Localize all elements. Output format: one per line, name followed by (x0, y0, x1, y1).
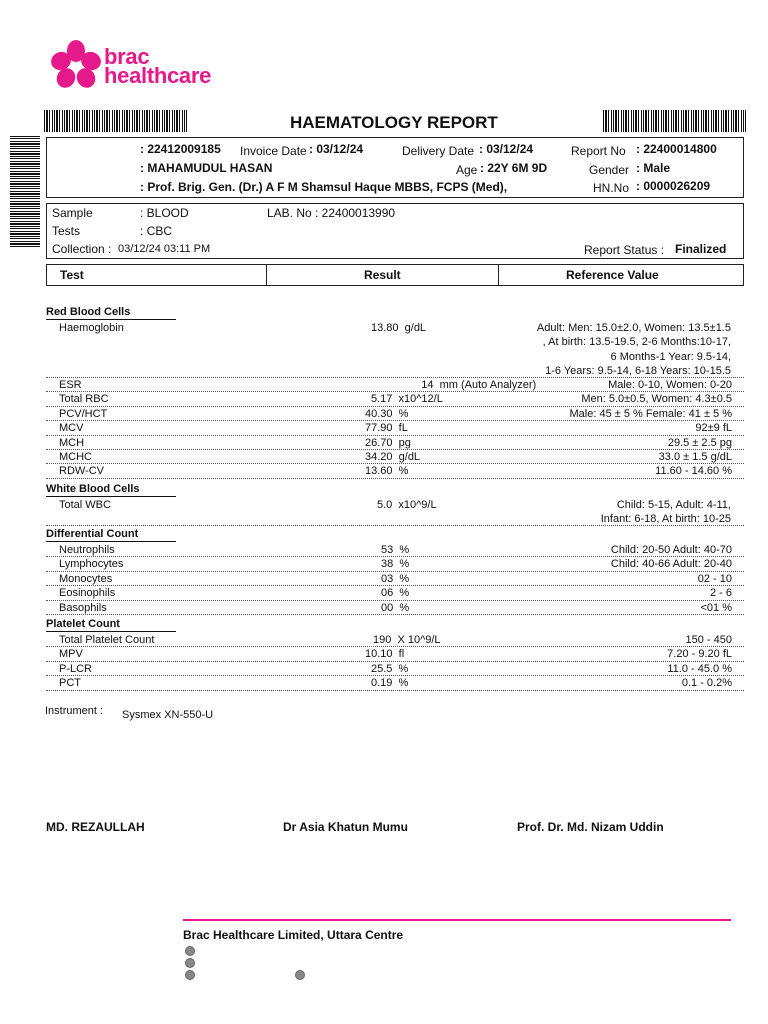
table-row (46, 436, 744, 450)
barcode-icon (10, 135, 40, 247)
table-row (46, 450, 744, 464)
test-name: ESR (59, 379, 82, 391)
footer-divider (183, 919, 731, 921)
test-result: 26.70 pg (365, 436, 411, 449)
column-divider (266, 264, 267, 286)
table-row (46, 407, 744, 421)
gender-label: Gender (589, 163, 630, 177)
table-row (46, 572, 744, 586)
table-row (46, 557, 744, 571)
hn-label: HN.No (593, 181, 630, 195)
sample-label: Sample (52, 206, 93, 220)
test-result: 10.10 fl (365, 648, 405, 661)
id-value: : 22412009185 (140, 142, 221, 156)
table-row (46, 464, 744, 478)
test-name: PCV/HCT (59, 407, 108, 420)
signature-2: Dr Asia Khatun Mumu (283, 820, 408, 834)
test-name: P-LCR (59, 662, 93, 675)
tests-label: Tests (52, 224, 81, 238)
table-row (46, 378, 744, 392)
test-result: 38 % (381, 558, 410, 571)
test-reference: Male: 0-10, Women: 0-20 (608, 379, 732, 391)
barcode-icon (44, 110, 187, 132)
wbc-reference-line: Child: 5-15, Adult: 4-11, (616, 499, 731, 511)
test-result: 03 % (381, 572, 410, 585)
tests-value: : CBC (140, 224, 173, 238)
age-label: Age (456, 163, 478, 177)
test-reference: 11.60 - 14.60 % (655, 465, 732, 478)
test-result: 190 X 10^9/L (373, 634, 441, 646)
test-name: MCH (59, 436, 85, 449)
test-name: Total RBC (59, 393, 109, 406)
test-result: 06 % (381, 587, 410, 600)
report-status-value: Finalized (675, 242, 727, 256)
table-row (46, 647, 744, 661)
lab-no-label: LAB. No (267, 206, 312, 220)
test-reference: Male: 45 ± 5 % Female: 41 ± 5 % (569, 407, 732, 420)
sample-value: : BLOOD (140, 206, 189, 220)
report-status-label: Report Status : (584, 243, 665, 257)
instrument-value: Sysmex XN-550-U (122, 709, 214, 721)
hb-reference (537, 321, 731, 378)
brand-line-1: brac (104, 44, 150, 69)
test-result: 0.19 % (371, 677, 409, 690)
referring-doctor: : Prof. Brig. Gen. (Dr.) A F M Shamsul Haque MBBS, FCPS (Med), (140, 180, 508, 194)
brand-name (104, 44, 212, 88)
hb-reference-line: , At birth: 13.5-19.5, 2-6 Months:10-17, (542, 336, 731, 349)
report-no-value: : 22400014800 (636, 142, 717, 156)
column-result: Result (364, 268, 401, 282)
hb-reference-line: 6 Months-1 Year: 9.5-14, (610, 350, 731, 363)
test-name: Neutrophils (59, 544, 115, 556)
test-name: PCT (59, 677, 81, 690)
collection-label: Collection : (52, 242, 112, 256)
table-row (46, 392, 744, 406)
table-row (46, 676, 744, 690)
test-reference: 0.1 - 0.2% (681, 677, 732, 690)
location-icon (185, 946, 195, 956)
web-icon (295, 970, 305, 980)
test-result: 77.90 fL (365, 422, 408, 435)
collection-value: 03/12/24 03:11 PM (118, 243, 211, 255)
report-no-label: Report No (571, 144, 626, 158)
footer-organization: Brac Healthcare Limited, Uttara Centre (183, 928, 404, 942)
column-divider (498, 264, 499, 286)
test-reference: 2 - 6 (709, 587, 732, 600)
table-row (46, 543, 744, 557)
barcode-icon (603, 110, 746, 132)
test-name: Basophils (59, 601, 107, 614)
test-result: 53 % (381, 544, 410, 556)
table-row (46, 662, 744, 676)
test-name: Total Platelet Count (59, 634, 155, 646)
test-name: MCV (59, 422, 84, 435)
test-result: 13.60 % (365, 465, 409, 478)
table-row (46, 586, 744, 600)
hb-result: 13.80 g/dL (371, 322, 427, 334)
wbc-reference-line: Infant: 6-18, At birth: 10-25 (600, 513, 731, 526)
test-result: 40.30 % (365, 407, 409, 420)
test-name: MCHC (59, 451, 92, 463)
patient-name: : MAHAMUDUL HASAN (140, 161, 273, 175)
test-name: Lymphocytes (59, 558, 124, 571)
delivery-date-label: Delivery Date (402, 144, 475, 158)
test-reference: 150 - 450 (685, 634, 732, 646)
signature-3: Prof. Dr. Md. Nizam Uddin (517, 820, 664, 834)
test-name: MPV (59, 648, 83, 661)
test-name: Eosinophils (59, 587, 116, 600)
instrument-label: Instrument : (45, 705, 104, 717)
section-white-blood-cells: White Blood Cells (46, 483, 176, 497)
hn-value: : 0000026209 (636, 179, 711, 193)
test-reference: Men: 5.0±0.5, Women: 4.3±0.5 (581, 393, 732, 406)
test-reference: Child: 40-66 Adult: 20-40 (610, 558, 732, 571)
delivery-date-value: : 03/12/24 (479, 142, 534, 156)
test-result: 00 % (381, 601, 410, 614)
test-result: 25.5 % (371, 662, 409, 675)
test-reference: 7.20 - 9.20 fL (667, 648, 732, 661)
page-title: HAEMATOLOGY REPORT (290, 113, 498, 132)
hb-reference-line: 1-6 Years: 9.5-14, 6-18 Years: 10-15.5 (545, 364, 731, 377)
hb-reference-line: Adult: Men: 15.0±2.0, Women: 13.5±1.5 (536, 322, 731, 334)
test-reference: Child: 20-50 Adult: 40-70 (610, 544, 732, 556)
table-row (46, 601, 744, 615)
column-test: Test (60, 268, 84, 282)
test-reference: <01 % (700, 601, 732, 614)
test-result: 34.20 g/dL (365, 451, 421, 463)
signature-1: MD. REZAULLAH (46, 820, 145, 834)
test-reference: 92±9 fL (695, 422, 732, 435)
brand-line-2: healthcare (104, 63, 212, 88)
test-name: RDW-CV (59, 465, 105, 478)
test-reference: 29.5 ± 2.5 pg (667, 436, 732, 449)
lab-no-value: : 22400013990 (315, 206, 396, 220)
test-name: Monocytes (59, 572, 113, 585)
column-reference: Reference Value (566, 268, 659, 282)
test-reference: 02 - 10 (697, 572, 732, 585)
section-differential-count: Differential Count (46, 528, 176, 542)
table-row (46, 421, 744, 435)
hb-test: Haemoglobin (59, 322, 124, 334)
flower-logo-icon (50, 40, 102, 90)
test-reference: 33.0 ± 1.5 g/dL (658, 451, 732, 463)
gender-value: : Male (636, 161, 671, 175)
age-value: : 22Y 6M 9D (480, 161, 548, 175)
test-result: 5.17 x10^12/L (371, 393, 443, 406)
test-reference: 11.0 - 45.0 % (667, 662, 732, 675)
table-row (46, 633, 744, 647)
phone-icon (185, 958, 195, 968)
invoice-date-value: : 03/12/24 (309, 142, 364, 156)
wbc-reference (601, 498, 731, 527)
email-icon (185, 970, 195, 980)
wbc-result: 5.0 x10^9/L (377, 499, 437, 511)
section-red-blood-cells: Red Blood Cells (46, 306, 176, 320)
row-divider (46, 525, 744, 526)
test-result: 14 mm (Auto Analyzer) (406, 379, 537, 391)
wbc-test: Total WBC (59, 499, 111, 511)
section-platelet-count: Platelet Count (46, 618, 176, 632)
invoice-date-label: Invoice Date (240, 144, 307, 158)
